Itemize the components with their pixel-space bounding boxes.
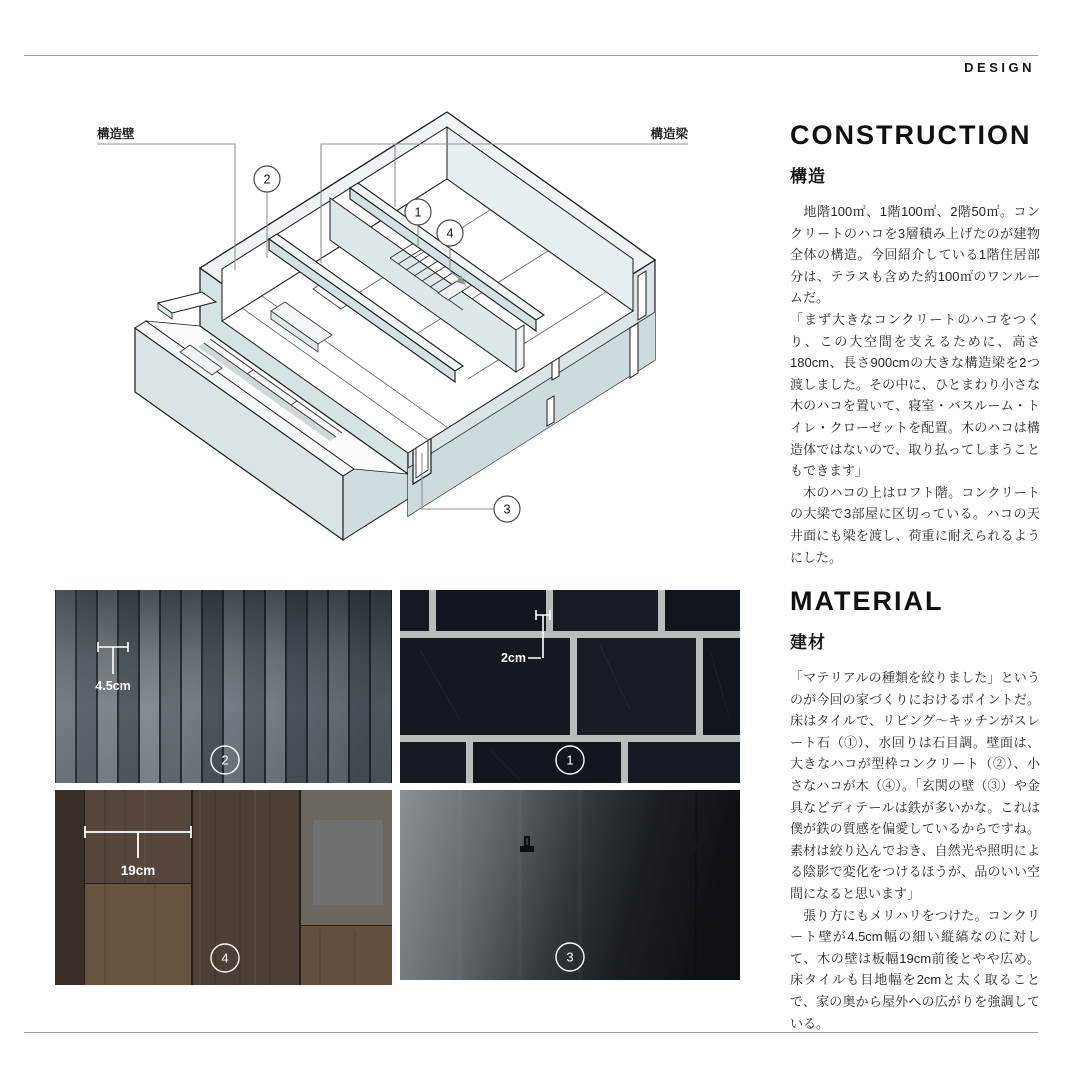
measurement-label: 19cm	[120, 863, 156, 878]
photo-concrete-wall	[55, 590, 392, 783]
paragraph: 「まず大きなコンクリートのハコをつくり、この大空間を支えるために、高さ180cm、長さ900cmの大きな構造梁を2つ渡しました。その中に、ひとまわり小さな木のハコを置いて、寝室・バスルーム・トイレ・クローゼットを配置。木のハコは構造体ではないので、取り払ってしまうこともできます」	[790, 311, 1040, 479]
paragraph: 木のハコの上はロフト階。コンクリートの大梁で3部屋に区切っている。ハコの天井面にも梁を渡し、荷重に耐えられるようにした。	[790, 484, 1040, 565]
measurement-label: 4.5cm	[95, 679, 131, 693]
photo-slate-tile	[400, 590, 740, 783]
paragraph: 張り方にもメリハリをつけた。コンクリート壁が4.5cm幅の細い縦縞なのに対して、木の壁は板幅19cm前後とやや広め。床タイルも目地幅を2cmと太く取ることで、家の奥から屋外への広がりを強調している。	[790, 907, 1040, 1031]
paragraph: 「マテリアルの種類を絞りました」というのが今回の家づくりにおけるポイントだ。床はタイルで、リビング〜キッチンがスレート石（①）、水回りは石目調。壁面は、大きなハコが型枠コンクリート（②）、小さなハコが木（④）。「玄関の壁（③）や金具などディテールは鉄が多いかな。これは僕が鉄の質感を偏愛しているからですね。素材は絞り込んでおき、自然光や照明による陰影で変化をつけるほうが、品のいい空間になると思います」	[790, 670, 1040, 901]
construction-body	[790, 201, 1040, 568]
callout-4: 4	[446, 226, 454, 241]
material-body	[790, 667, 1040, 1034]
material-title: MATERIAL	[790, 586, 944, 616]
photo-steel-wall	[400, 790, 740, 980]
construction-subtitle: 構造	[790, 167, 826, 186]
paragraph: 地階100㎡、1階100㎡、2階50㎡。コンクリートのハコを3層積み上げたのが建物全体の構造。今回紹介している1階住居部分は、テラスも含めた約100㎡のワンルームだ。	[790, 204, 1040, 306]
callout-3: 3	[503, 502, 511, 517]
material-section	[790, 586, 1040, 1034]
beam-label: 構造梁	[650, 127, 688, 141]
wall-label: 構造壁	[97, 127, 135, 141]
photo-number: 3	[566, 949, 574, 965]
construction-section	[790, 120, 1040, 568]
page-tag: DESIGN	[964, 60, 1035, 75]
callout-2: 2	[263, 172, 271, 187]
material-subtitle: 建材	[790, 633, 826, 652]
header-rule	[24, 55, 1038, 56]
photo-number: 2	[221, 752, 229, 768]
photo-wood-wall	[55, 790, 392, 985]
construction-title: CONSTRUCTION	[790, 120, 1032, 150]
construction-axonometric-diagram	[40, 85, 740, 585]
photo-number: 1	[566, 752, 574, 768]
measurement-label: 2cm	[500, 651, 526, 665]
photo-number: 4	[221, 950, 229, 966]
callout-1: 1	[414, 205, 422, 220]
